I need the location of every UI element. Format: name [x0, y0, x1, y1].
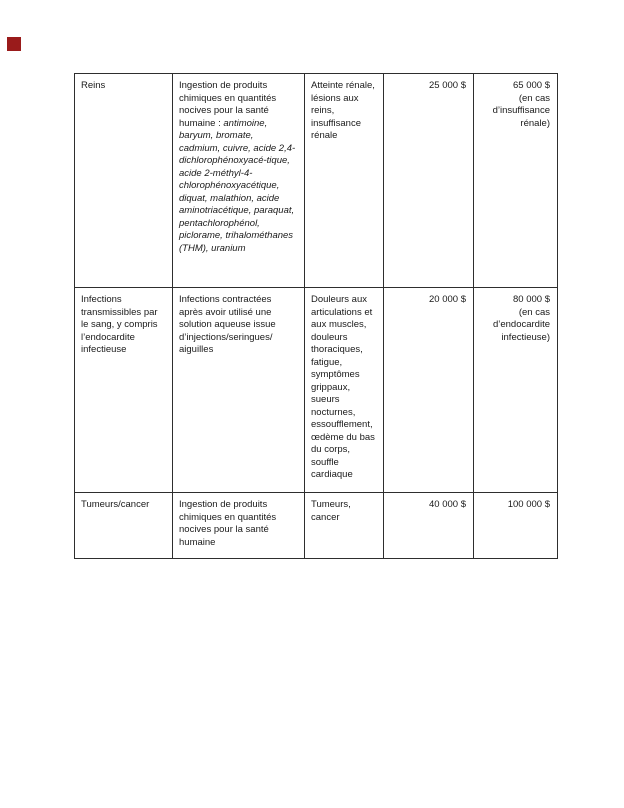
table-row-reins — [75, 74, 558, 288]
condition-cell: Infections transmissibles par le sang, y compris l’endocardite infectieuse — [75, 288, 173, 493]
cause-cell — [173, 74, 305, 288]
red-square-marker — [7, 37, 21, 51]
table-row-infections — [75, 288, 558, 493]
max-amount-value: 100 000 $ — [507, 499, 550, 510]
max-amount-value: 80 000 $ — [513, 294, 550, 305]
symptoms-cell: Atteinte rénale, lésions aux reins, insuffisance rénale — [305, 74, 384, 288]
max-amount-note: (en cas d’insuffisance rénale) — [492, 92, 550, 129]
table-row-tumeurs — [75, 493, 558, 559]
cause-text: Infections contractées après avoir utilisé une solution aqueuse issue d’injections/seringues/ aiguilles — [179, 294, 276, 355]
cause-text: Ingestion de produits chimiques en quantités nocives pour la santé humaine — [179, 499, 277, 548]
base-amount-cell: 25 000 $ — [384, 74, 474, 288]
base-amount-cell: 20 000 $ — [384, 288, 474, 493]
base-amount-cell: 40 000 $ — [384, 493, 474, 559]
condition-cell: Tumeurs/cancer — [75, 493, 173, 559]
symptoms-cell: Douleurs aux articulations et aux muscles, douleurs thoraciques, fatigue, symptômes grippaux, sueurs nocturnes, essoufflement, œdème du bas du corps, souffle cardiaque — [305, 288, 384, 493]
cause-substances-italic: antimoine, baryum, bromate, cadmium, cuivre, acide 2,4-dichlorophénoxyacé-tique, acide 2-méthyl-4-chlorophénoxyacétique, diquat, malathion, acide aminotriacétique, paraquat, pentachlorophénol, piclorame, trihalométhanes (THM), uranium — [179, 117, 296, 254]
max-amount-cell — [474, 493, 558, 559]
cause-cell — [173, 288, 305, 493]
symptoms-cell: Tumeurs, cancer — [305, 493, 384, 559]
compensation-table — [74, 73, 558, 559]
max-amount-note: (en cas d’endocardite infectieuse) — [492, 306, 550, 343]
cause-text: Ingestion de produits chimiques en quantités nocives pour la santé humaine : — [179, 80, 277, 129]
max-amount-cell — [474, 288, 558, 493]
max-amount-cell — [474, 74, 558, 288]
max-amount-value: 65 000 $ — [513, 80, 550, 91]
cause-cell — [173, 493, 305, 559]
condition-cell: Reins — [75, 74, 173, 288]
